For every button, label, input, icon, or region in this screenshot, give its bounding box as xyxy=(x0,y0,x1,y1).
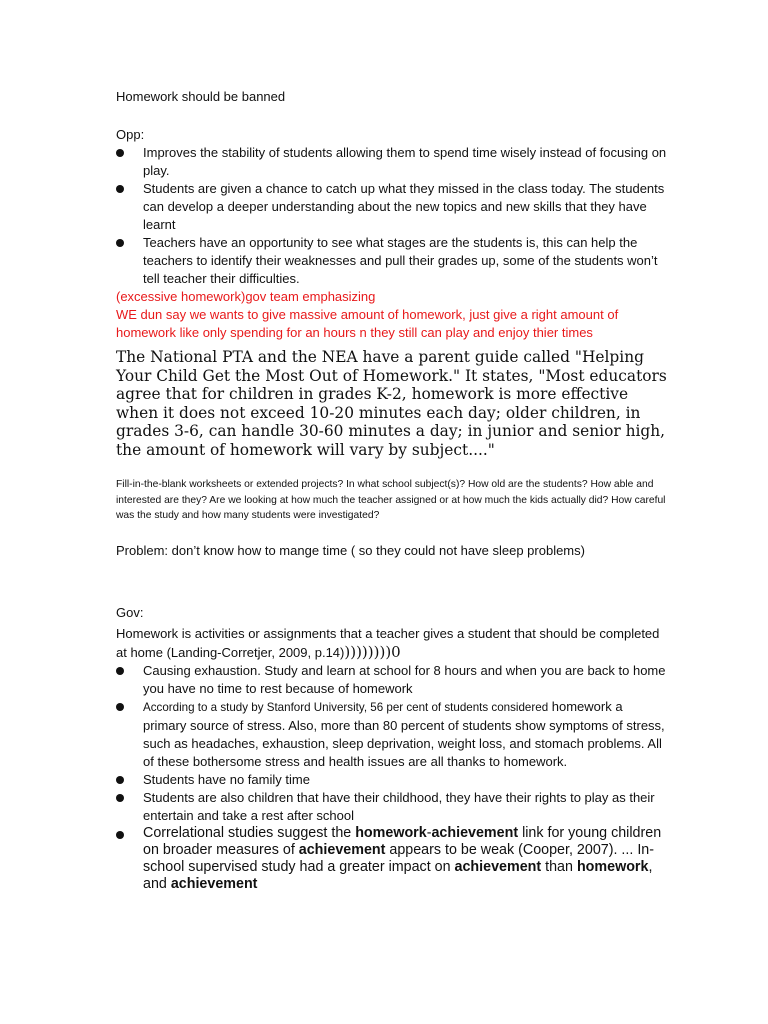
opp-label: Opp: xyxy=(116,127,145,142)
stanford-study-lead: According to a study by Stanford University, 56 per cent of students considered xyxy=(143,700,549,714)
keyword-achievement: achievement xyxy=(431,824,519,841)
opp-bullet-item: Students are given a chance to catch up what they missed in the class today. The students can develop a deeper understanding about the new topics and new skills that they have learnt xyxy=(116,180,668,234)
correlational-text: link for young children on broader measures of xyxy=(143,824,662,858)
gov-bullet-item: Causing exhaustion. Study and learn at school for 8 hours and when you are back to home you have no time to rest because of homework xyxy=(116,662,668,698)
correlational-text: , and xyxy=(143,858,653,892)
gov-definition-text: Homework is activities or assignments that a teacher gives a student that should be completed at home (Landing-Corretjer, 2009, p.14) xyxy=(116,625,660,660)
study-questions: Fill-in-the-blank worksheets or extended projects? In what school subject(s)? How old are the students? How able and interested are they? Are we looking at how much the teacher assigned or at how much the kids actually did? How careful was the study and how many students were investigated? xyxy=(116,479,666,521)
keyword-achievement: achievement xyxy=(298,841,386,858)
gov-definition xyxy=(116,624,668,662)
red-note: (excessive homework)gov team emphasizing xyxy=(116,289,376,304)
document-title: Homework should be banned xyxy=(116,89,286,104)
opp-bullet-item: Teachers have an opportunity to see what stages are the students is, this can help the teachers to identify their weaknesses and pull their grades up, some of the students won’t tell teacher their difficulties. xyxy=(116,234,668,288)
gov-definition-tail: ))))))))0 xyxy=(344,642,401,661)
gov-bullet-item xyxy=(116,698,668,771)
correlational-text: Correlational studies suggest the xyxy=(143,824,356,841)
pta-quote: The National PTA and the NEA have a parent guide called "Helping Your Child Get the Most Out of Homework." It states, "Most educators agree that for children in grades K-2, homework is more effective when it does not exceed 10-20 minutes each day; older children, in grades 3-6, can handle 30-60 minutes a day; in junior and senior high, the amount of homework will vary by subject...." xyxy=(116,348,667,459)
keyword-homework: homework xyxy=(576,858,649,875)
gov-bullet-item: Students are also children that have their childhood, they have their rights to play as their entertain and take a rest after school xyxy=(116,789,668,825)
correlational-text: - xyxy=(426,824,432,841)
gov-bullet-list xyxy=(116,662,668,893)
red-note: WE dun say we wants to give massive amount of homework, just give a right amount of homework like only spending for an hours n they still can play and enjoy thier times xyxy=(116,307,619,340)
opp-bullet-item: Improves the stability of students allowing them to spend time wisely instead of focusing on play. xyxy=(116,144,668,180)
gov-label: Gov: xyxy=(116,604,144,620)
gov-bullet-item-correlational xyxy=(116,825,668,893)
gov-bullet-item: Students have no family time xyxy=(116,771,668,789)
stanford-study-body: homework a primary source of stress. Also, more than 80 percent of students show symptoms of stress, such as headaches, exhaustion, sleep deprivation, weight loss, and stomach problems. All of these bothersome stress and health issues are all thanks to homework. xyxy=(143,698,665,769)
keyword-achievement: achievement xyxy=(170,875,258,892)
correlational-text: than xyxy=(541,858,577,875)
opp-bullet-list xyxy=(116,144,668,288)
problem-statement: Problem: don’t know how to mange time ( so they could not have sleep problems) xyxy=(116,542,585,558)
keyword-achievement: achievement xyxy=(454,858,542,875)
correlational-text: appears to be weak (Cooper, 2007). ... In-school supervised study had a greater impact on xyxy=(143,841,655,875)
keyword-homework: homework xyxy=(355,824,427,841)
